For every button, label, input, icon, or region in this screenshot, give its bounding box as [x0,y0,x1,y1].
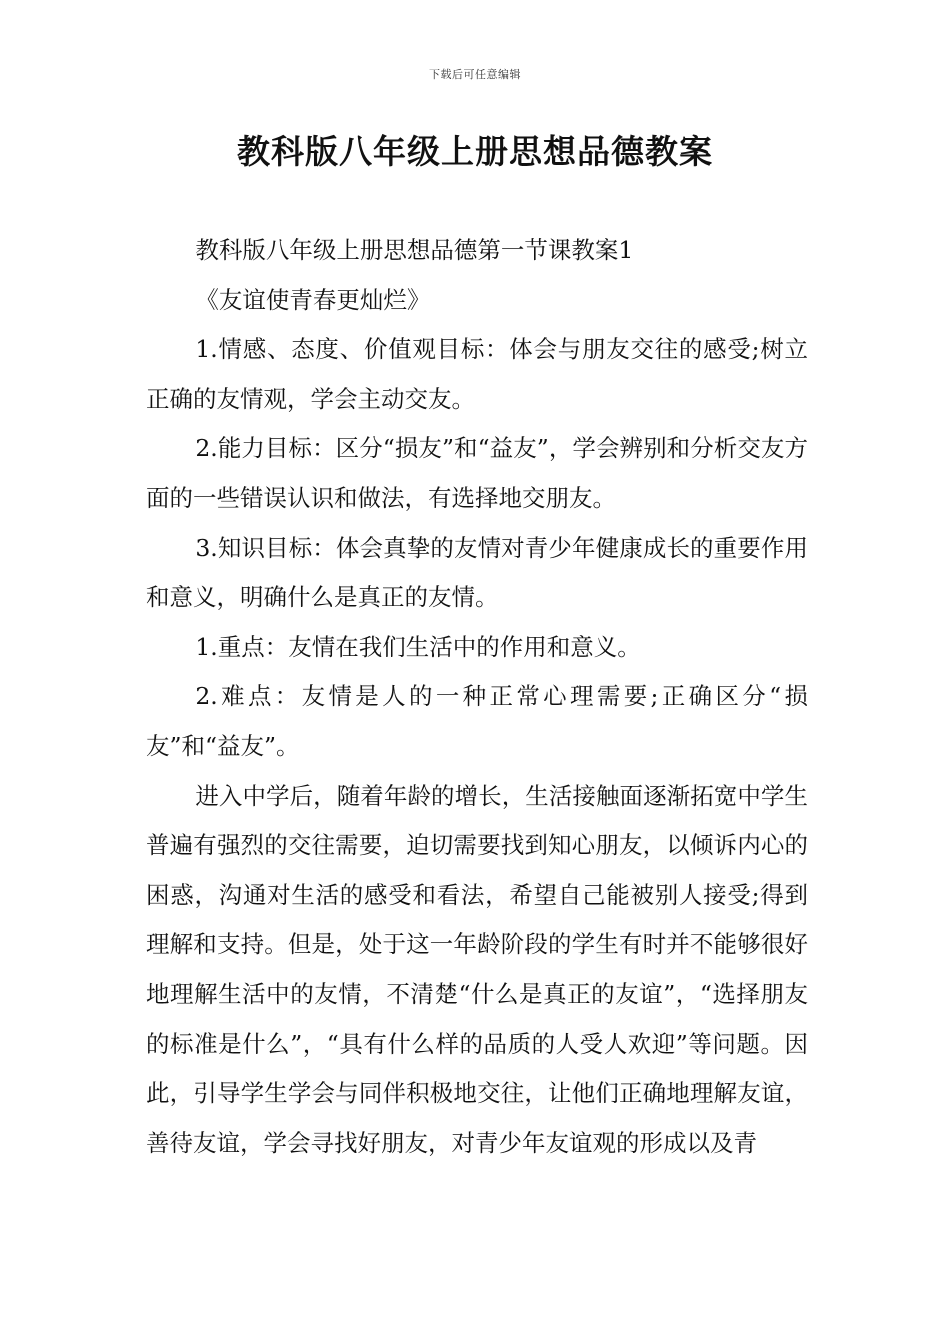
header-note: 下载后可任意编辑 [429,68,521,81]
background-paragraph: 进入中学后，随着年龄的增长，生活接触面逐渐拓宽中学生普遍有强烈的交往需要，迫切需要找到知心朋友，以倾诉内心的困惑，沟通对生活的感受和看法，希望自己能被别人接受;得到理解和支持。但是，处于这一年龄阶段的学生有时并不能够很好地理解生活中的友情，不清楚“什么是真正的友谊”，“选择朋友的标准是什么”，“具有什么样的品质的人受人欢迎”等问题。因此，引导学生学会与同伴积极地交往，让他们正确地理解友谊，善待友谊，学会寻找好朋友，对青少年友谊观的形成以及青 [146,781,808,1157]
goal-ability: 2.能力目标：区分“损友”和“益友”，学会辨别和分析交友方面的一些错误认识和做法，有选择地交朋友。 [146,434,808,512]
difficult-point: 2.难点：友情是人的一种正常心理需要;正确区分“损友”和“益友”。 [146,682,808,760]
key-point: 1.重点：友情在我们生活中的作用和意义。 [195,632,641,661]
lesson-heading: 教科版八年级上册思想品德第一节课教案1 [195,236,634,264]
goal-emotion: 1.情感、态度、价值观目标：体会与朋友交往的感受;树立正确的友情观，学会主动交友。 [146,335,808,413]
lesson-subtitle: 《友谊使青春更灿烂》 [195,285,431,314]
document-body [146,226,808,1168]
document-title: 教科版八年级上册思想品德教案 [237,132,713,171]
goal-knowledge: 3.知识目标：体会真挚的友情对青少年健康成长的重要作用和意义，明确什么是真正的友情。 [146,533,808,612]
